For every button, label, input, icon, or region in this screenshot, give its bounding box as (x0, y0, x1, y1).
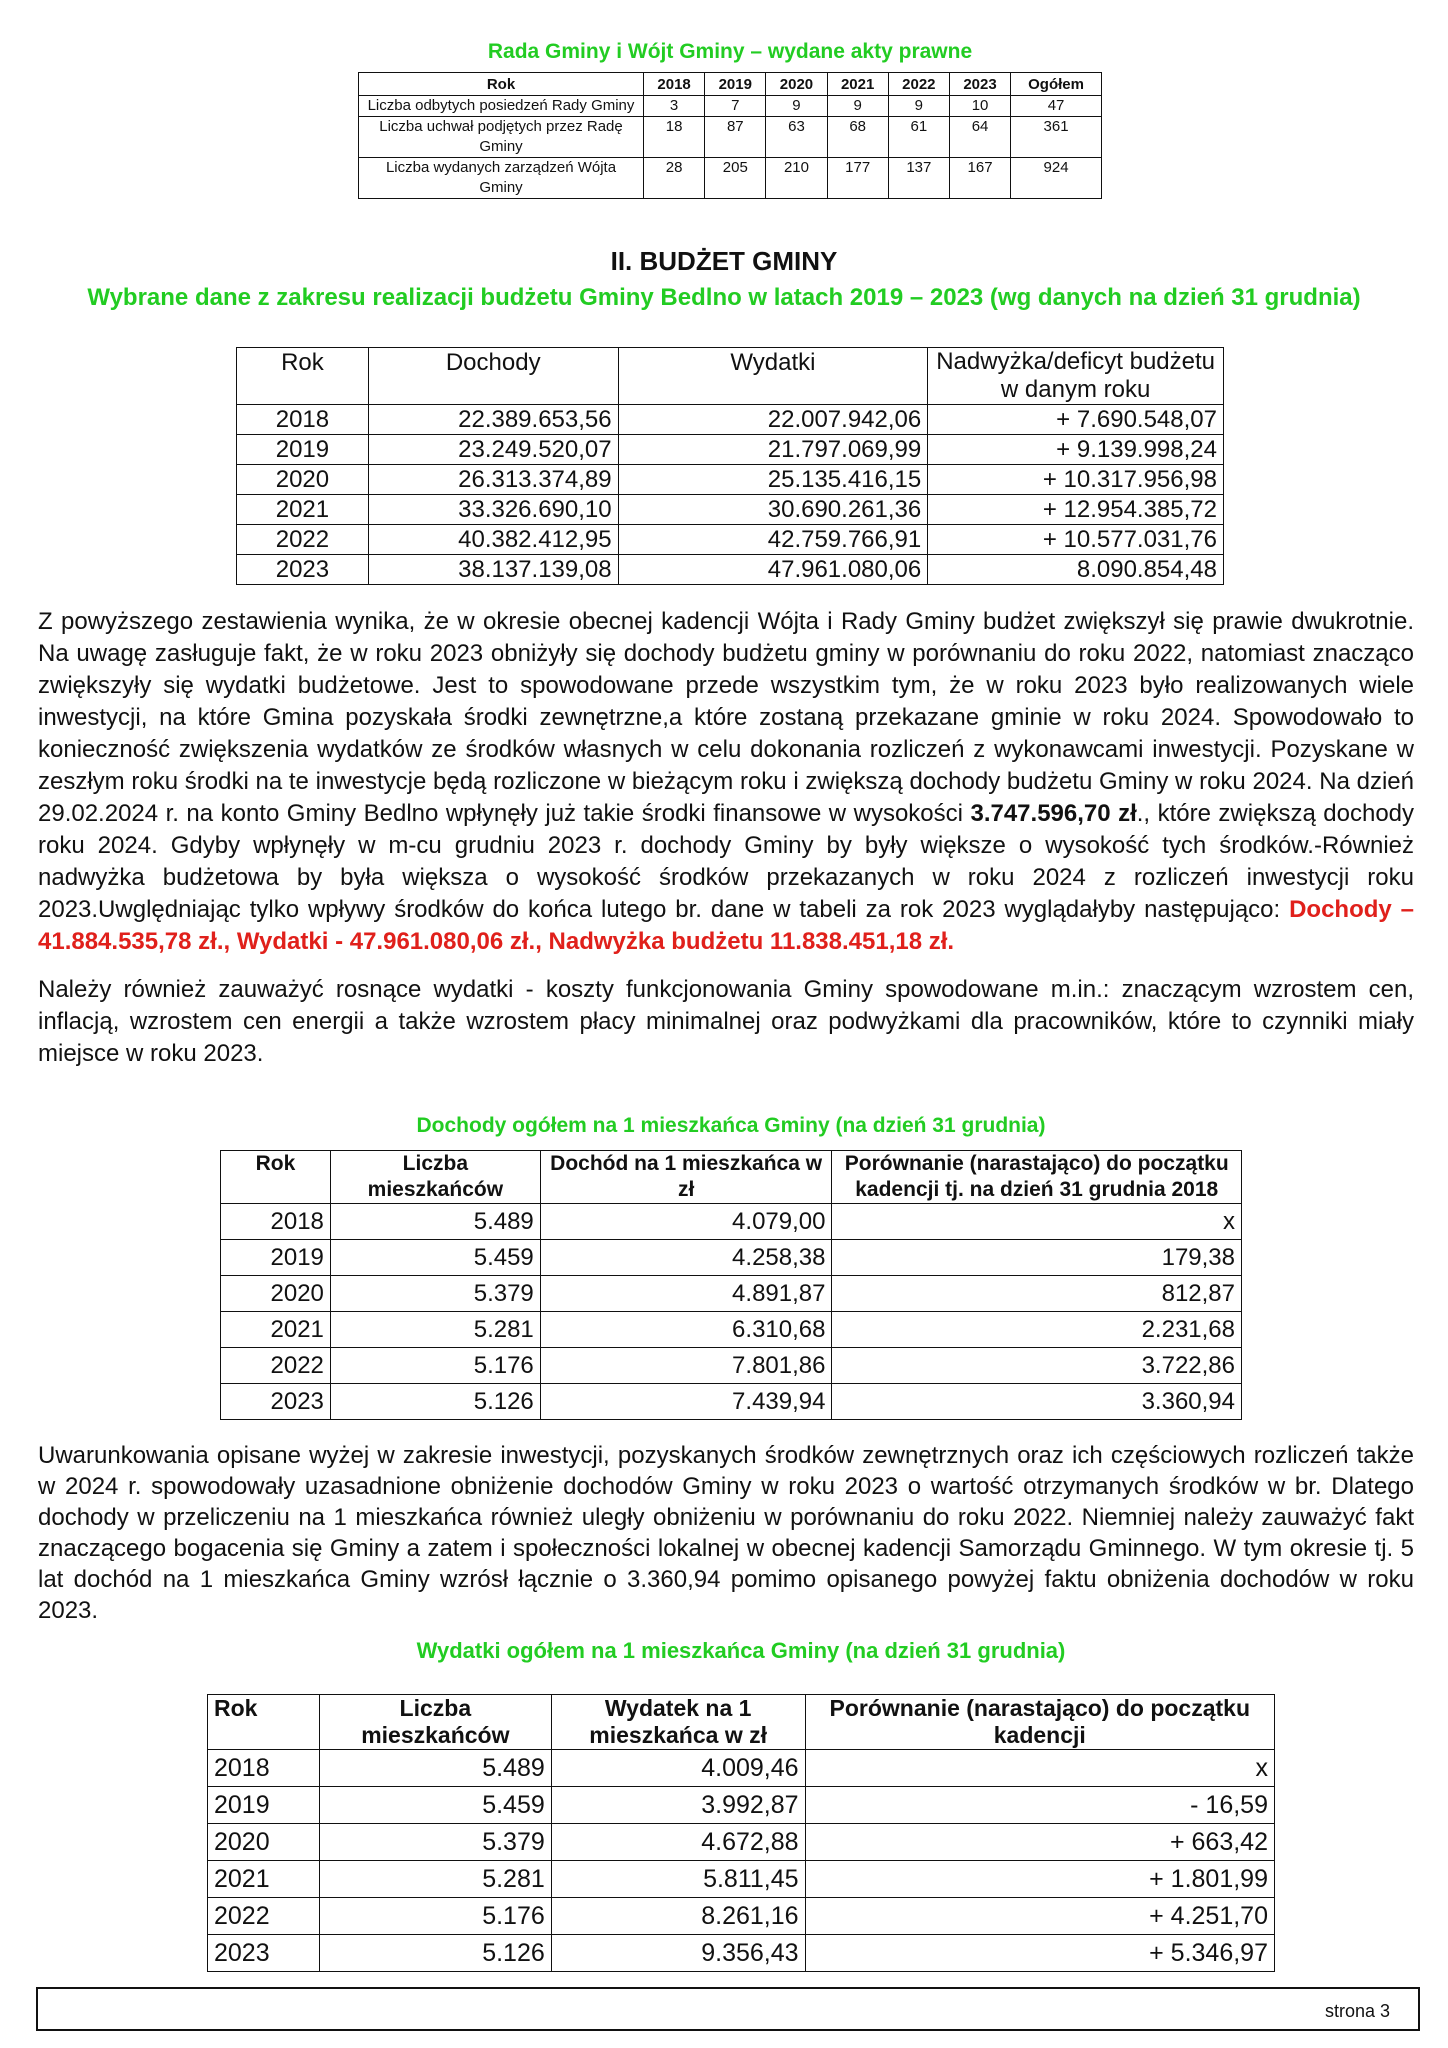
table-cell: 2019 (208, 1787, 320, 1824)
table-cell: 177 (827, 158, 888, 199)
income-title: Dochody ogółem na 1 mieszkańca Gminy (na dzień 31 grudnia) (416, 1114, 1046, 1137)
column-header: Rok (359, 73, 644, 96)
table-row (359, 158, 1102, 199)
table-row (221, 1312, 1242, 1348)
table-cell: 68 (827, 117, 888, 158)
table-cell: 167 (949, 158, 1010, 199)
table-cell: 9 (766, 96, 827, 117)
table-row (208, 1861, 1275, 1898)
table-cell: 2021 (237, 495, 369, 525)
table-cell: 3.992,87 (551, 1787, 805, 1824)
row-label: Liczba wydanych zarządzeń Wójta Gminy (359, 158, 644, 199)
table-cell: 9 (827, 96, 888, 117)
table-cell: 10 (949, 96, 1010, 117)
table-cell: 9.356,43 (551, 1935, 805, 1972)
column-header: Dochód na 1 mieszkańca w zł (540, 1151, 832, 1204)
paragraph-text: ., które zwiększą dochody roku 2024. Gdyby wpłynęły w m-cu grudniu 2023 r. dochody Gminy by były większe o wysokość tych środków.-Również nadwyżka budżetowa by była większa o wysokość środków przekazanych w roku 2024 z rozliczeń inwestycji roku 2023.Uwględniając tylko wpływy środków do końca lutego br. dane w tabeli za rok 2023 wyglądałyby następująco: (38, 800, 1415, 923)
table-cell: 4.009,46 (551, 1750, 805, 1787)
table-cell: 40.382.412,95 (368, 525, 618, 555)
table-cell: + 10.577.031,76 (928, 525, 1224, 555)
table-row (208, 1787, 1275, 1824)
table-cell: 5.379 (319, 1824, 551, 1861)
column-header: 2019 (705, 73, 766, 96)
table-cell: 8.090.854,48 (928, 555, 1224, 585)
table-cell: x (805, 1750, 1274, 1787)
table-cell: 22.007.942,06 (618, 405, 928, 435)
table-header-row (359, 73, 1102, 96)
table-cell: 18 (644, 117, 705, 158)
table-cell: 42.759.766,91 (618, 525, 928, 555)
table-cell: - 16,59 (805, 1787, 1274, 1824)
table-cell: + 4.251,70 (805, 1898, 1274, 1935)
table-cell: 2022 (237, 525, 369, 555)
expenses-per-resident-table (207, 1694, 1275, 1972)
column-header: Dochody (368, 348, 618, 405)
table-row (221, 1276, 1242, 1312)
table-cell: 28 (644, 158, 705, 199)
table-cell: 137 (888, 158, 949, 199)
table-row (237, 525, 1224, 555)
table-row (208, 1898, 1275, 1935)
table-cell: 2021 (208, 1861, 320, 1898)
table-cell: 47.961.080,06 (618, 555, 928, 585)
table-cell: 8.261,16 (551, 1898, 805, 1935)
table-cell: + 7.690.548,07 (928, 405, 1224, 435)
income-commentary: Uwarunkowania opisane wyżej w zakresie inwestycji, pozyskanych środków zewnętrznych oraz ich częściowych rozliczeń także w 2024 r. spowodowały uzasadnione obniżenie dochodów Gminy w roku 2023 o wartość otrzymanych środków w br. Dlatego dochody w przeliczeniu na 1 mieszkańca również uległy obniżeniu w porównaniu do roku 2022. Niemniej należy zauważyć fakt znaczącego bogacenia się Gminy a zatem i społeczności lokalnej w obecnej kadencji Samorządu Gminnego. W tym okresie tj. 5 lat dochód na 1 mieszkańca Gminy wzrósł łącznie o 3.360,94 pomimo opisanego powyżej faktu obniżenia dochodów w roku 2023. (38, 1442, 1414, 1624)
column-header: Wydatek na 1 mieszkańca w zł (551, 1695, 805, 1750)
table-cell: 63 (766, 117, 827, 158)
table-cell: 22.389.653,56 (368, 405, 618, 435)
table-cell: + 663,42 (805, 1824, 1274, 1861)
table-cell: 2019 (221, 1240, 331, 1276)
column-header: Ogółem (1011, 73, 1102, 96)
table-cell: 30.690.261,36 (618, 495, 928, 525)
highlighted-figures: Dochody – 41.884.535,78 zł., Wydatki - 47.961.080,06 zł., Nadwyżka budżetu 11.838.451,18 zł. (38, 896, 1415, 955)
table-cell: 2020 (237, 465, 369, 495)
table-row (221, 1384, 1242, 1420)
acts-title: Rada Gminy i Wójt Gminy – wydane akty prawne (487, 40, 973, 63)
table-header-row (237, 348, 1224, 405)
table-cell: 5.811,45 (551, 1861, 805, 1898)
table-cell: 5.176 (330, 1348, 540, 1384)
table-cell: 5.489 (330, 1204, 540, 1240)
table-cell: 812,87 (832, 1276, 1242, 1312)
column-header: 2020 (766, 73, 827, 96)
table-cell: 3.360,94 (832, 1384, 1242, 1420)
table-cell: 33.326.690,10 (368, 495, 618, 525)
table-cell: 924 (1011, 158, 1102, 199)
table-row (237, 405, 1224, 435)
row-label: Liczba uchwał podjętych przez Radę Gminy (359, 117, 644, 158)
table-row (237, 435, 1224, 465)
table-row (237, 495, 1224, 525)
row-label: Liczba odbytych posiedzeń Rady Gminy (359, 96, 644, 117)
table-cell: 5.126 (330, 1384, 540, 1420)
table-cell: 5.281 (330, 1312, 540, 1348)
table-cell: 2018 (221, 1204, 331, 1240)
table-cell: 5.459 (319, 1787, 551, 1824)
table-row (208, 1824, 1275, 1861)
column-header: 2022 (888, 73, 949, 96)
column-header: Rok (221, 1151, 331, 1204)
table-cell: + 5.346,97 (805, 1935, 1274, 1972)
table-row (208, 1750, 1275, 1787)
table-cell: 23.249.520,07 (368, 435, 618, 465)
table-cell: 2022 (221, 1348, 331, 1384)
table-cell: 21.797.069,99 (618, 435, 928, 465)
table-cell: 26.313.374,89 (368, 465, 618, 495)
table-cell: 5.379 (330, 1276, 540, 1312)
table-cell: 47 (1011, 96, 1102, 117)
table-cell: 2018 (208, 1750, 320, 1787)
table-row (221, 1240, 1242, 1276)
page-number: strona 3 (1324, 2001, 1390, 2021)
table-cell: 2019 (237, 435, 369, 465)
expenses-title: Wydatki ogółem na 1 mieszkańca Gminy (na dzień 31 grudnia) (416, 1638, 1066, 1663)
table-cell: 5.126 (319, 1935, 551, 1972)
section-heading: II. BUDŻET GMINY (610, 246, 838, 276)
table-cell: 38.137.139,08 (368, 555, 618, 585)
table-cell: 5.176 (319, 1898, 551, 1935)
table-row (359, 117, 1102, 158)
table-cell: 5.281 (319, 1861, 551, 1898)
table-cell: 2023 (221, 1384, 331, 1420)
table-cell: 7.439,94 (540, 1384, 832, 1420)
column-header: Liczba mieszkańców (330, 1151, 540, 1204)
table-cell: 2023 (237, 555, 369, 585)
table-cell: 7 (705, 96, 766, 117)
table-cell: 61 (888, 117, 949, 158)
table-cell: 3 (644, 96, 705, 117)
budget-table (236, 347, 1224, 585)
table-cell: 5.459 (330, 1240, 540, 1276)
table-header-row (208, 1695, 1275, 1750)
budget-commentary (38, 606, 1414, 958)
table-row (221, 1348, 1242, 1384)
acts-table (358, 72, 1102, 199)
table-cell: 87 (705, 117, 766, 158)
table-row (237, 465, 1224, 495)
table-row (237, 555, 1224, 585)
table-cell: 4.891,87 (540, 1276, 832, 1312)
income-per-resident-table (220, 1150, 1242, 1420)
table-cell: 7.801,86 (540, 1348, 832, 1384)
column-header: 2021 (827, 73, 888, 96)
column-header: Porównanie (narastająco) do początku kadencji tj. na dzień 31 grudnia 2018 (832, 1151, 1242, 1204)
table-cell: x (832, 1204, 1242, 1240)
table-cell: 2.231,68 (832, 1312, 1242, 1348)
table-cell: 5.489 (319, 1750, 551, 1787)
table-cell: 361 (1011, 117, 1102, 158)
table-cell: 3.722,86 (832, 1348, 1242, 1384)
paragraph-text: Z powyższego zestawienia wynika, że w okresie obecnej kadencji Wójta i Rady Gminy budżet zwiększył się prawie dwukrotnie. Na uwagę zasługuje fakt, że w roku 2023 obniżyły się dochody budżetu gminy w porównaniu do roku 2022, natomiast znacząco zwiększyły się wydatki budżetowe. Jest to spowodowane przede wszystkim tym, że w roku 2023 było realizowanych wiele inwestycji, na które Gmina pozyskała środki zewnętrzne,a które zostaną przekazane gminie w roku 2024. Spowodowało to konieczność zwiększenia wydatków ze środków własnych w celu dokonania rozliczeń z wykonawcami inwestycji. Pozyskane w zeszłym roku środki na te inwestycje będą rozliczone w bieżącym roku i zwiększą dochody budżetu Gminy w roku 2024. Na dzień 29.02.2024 r. na konto Gminy Bedlno wpłynęły już takie środki finansowe w wysokości (38, 608, 1414, 827)
table-cell: 9 (888, 96, 949, 117)
table-cell: 2020 (208, 1824, 320, 1861)
table-cell: 4.079,00 (540, 1204, 832, 1240)
table-cell: 2023 (208, 1935, 320, 1972)
table-cell: 205 (705, 158, 766, 199)
costs-commentary: Należy również zauważyć rosnące wydatki - koszty funkcjonowania Gminy spowodowane m.in.: znaczącym wzrostem cen, inflacją, wzrostem cen energii a także wzrostem płacy minimalnej oraz podwyżkami dla pracowników, które to czynniki miały miejsce w roku 2023. (38, 976, 1414, 1067)
column-header: Rok (208, 1695, 320, 1750)
table-row (359, 96, 1102, 117)
table-header-row (221, 1151, 1242, 1204)
column-header: Nadwyżka/deficyt budżetu w danym roku (928, 348, 1224, 405)
table-cell: 179,38 (832, 1240, 1242, 1276)
column-header: Rok (237, 348, 369, 405)
table-cell: 64 (949, 117, 1010, 158)
bold-amount: 3.747.596,70 zł (970, 800, 1137, 827)
column-header: Wydatki (618, 348, 928, 405)
table-cell: 2022 (208, 1898, 320, 1935)
column-header: 2023 (949, 73, 1010, 96)
page-footer (36, 1987, 1420, 2031)
table-cell: 210 (766, 158, 827, 199)
table-cell: 2020 (221, 1276, 331, 1312)
table-cell: + 1.801,99 (805, 1861, 1274, 1898)
table-cell: + 9.139.998,24 (928, 435, 1224, 465)
table-cell: 6.310,68 (540, 1312, 832, 1348)
column-header: Porównanie (narastająco) do początku kadencji (805, 1695, 1274, 1750)
table-cell: 2018 (237, 405, 369, 435)
budget-subtitle: Wybrane dane z zakresu realizacji budżetu Gminy Bedlno w latach 2019 – 2023 (wg danych na dzień 31 grudnia) (87, 284, 1361, 311)
table-row (208, 1935, 1275, 1972)
column-header: Liczba mieszkańców (319, 1695, 551, 1750)
table-cell: + 10.317.956,98 (928, 465, 1224, 495)
table-cell: 2021 (221, 1312, 331, 1348)
table-cell: 25.135.416,15 (618, 465, 928, 495)
column-header: 2018 (644, 73, 705, 96)
table-cell: 4.672,88 (551, 1824, 805, 1861)
table-cell: 4.258,38 (540, 1240, 832, 1276)
table-cell: + 12.954.385,72 (928, 495, 1224, 525)
table-row (221, 1204, 1242, 1240)
